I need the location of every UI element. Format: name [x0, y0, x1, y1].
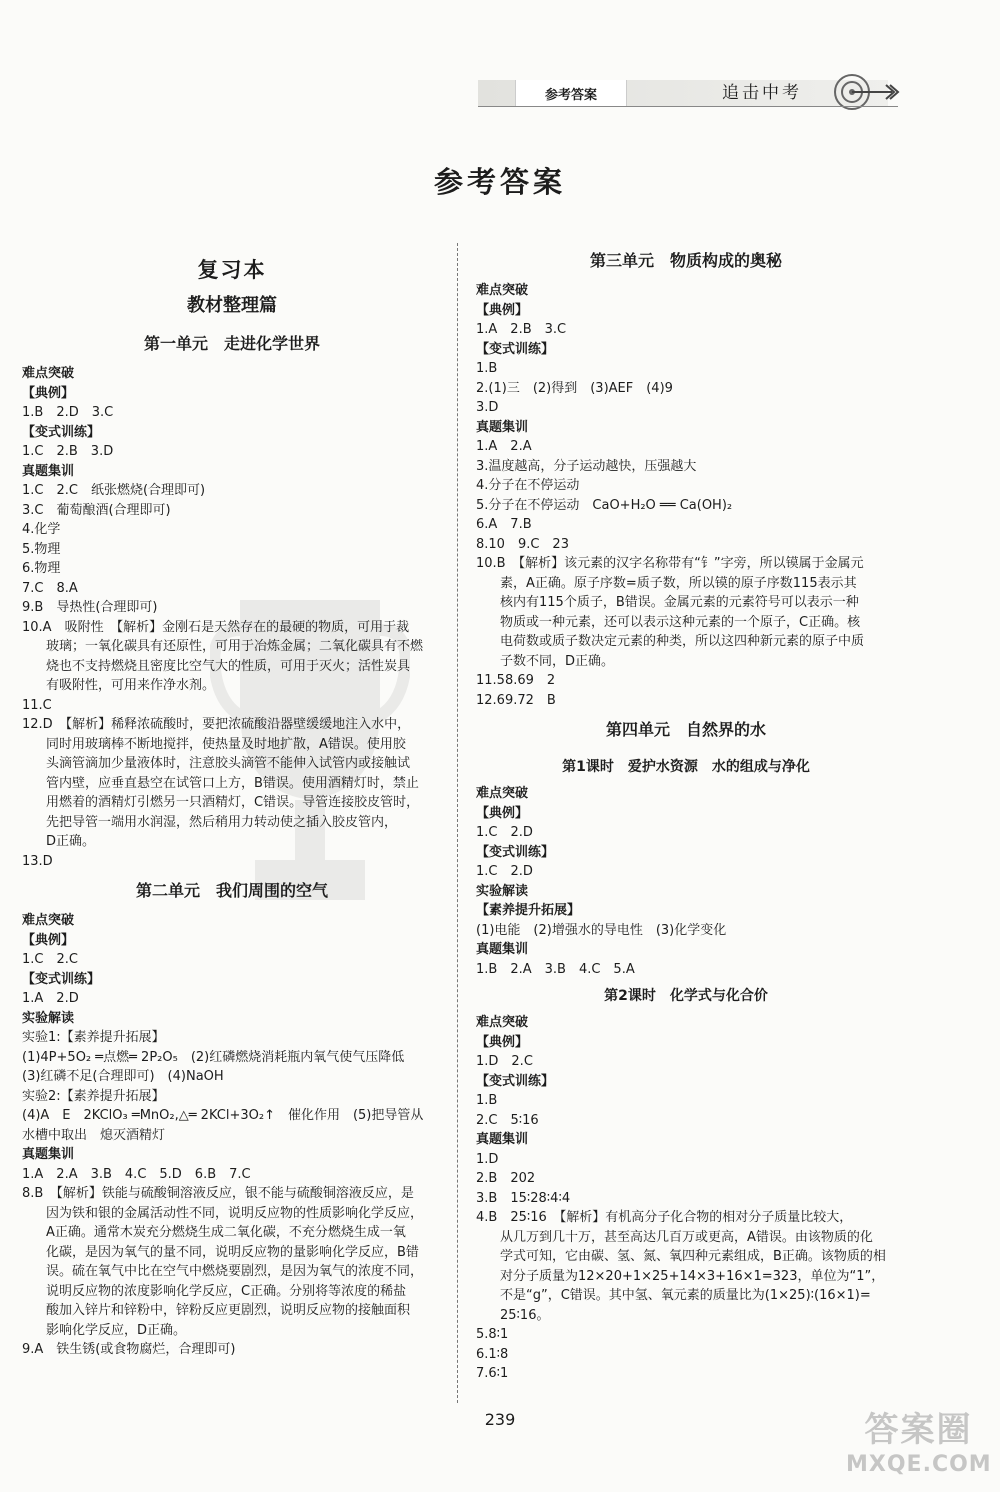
- subsection-label: 难点突破: [22, 913, 75, 928]
- answer-line: 素，A正确。原子序数=质子数，所以镆的原子序数115表示其: [500, 575, 857, 591]
- answer-line: 1.A 2.A 3.B 4.C 5.D 6.B 7.C: [22, 1166, 251, 1182]
- answer-line: 电荷数或质子数决定元素的种类，所以这四种新元素的原子中质: [500, 634, 865, 649]
- answer-line: 9.B 导热性(合理即可): [22, 600, 158, 615]
- subsection-label: 【变式训练】: [476, 1073, 555, 1089]
- answer-line: 11.C: [22, 697, 52, 713]
- left-answer-column: [22, 252, 442, 1360]
- header-rule: [478, 106, 898, 107]
- subsection-label: 真题集训: [22, 463, 75, 479]
- answer-line: 1.A 2.D: [22, 991, 79, 1006]
- answer-line: 化碳，是因为氧气的量不同，说明反应物的量影响化学反应，B错: [46, 1244, 419, 1260]
- answer-line: D正确。: [46, 834, 96, 849]
- answer-line: 1.B 2.A 3.B 4.C 5.A: [476, 961, 635, 977]
- section-heading: 第二单元 我们周围的空气: [135, 881, 328, 900]
- answer-line: 5.物理: [22, 541, 61, 557]
- answer-line: 因为铁和银的金属活动性不同，说明反应物的性质影响化学反应，: [46, 1205, 424, 1221]
- answer-line: 管内壁，应垂直悬空在试管口上方，B错误。使用酒精灯时，禁止: [46, 775, 419, 791]
- answer-line: 子数不同，D正确。: [500, 653, 615, 669]
- answer-line: 1.B 2.D 3.C: [22, 405, 114, 420]
- answer-line: 9.A 铁生锈(或食物腐烂，合理即可): [22, 1342, 236, 1357]
- subsection-label: 【典例】: [476, 302, 529, 318]
- answer-line: 25∶16。: [500, 1307, 550, 1323]
- answer-line: 6.物理: [22, 561, 61, 576]
- answer-line: (3)红磷不足(合理即可) (4)NaOH: [22, 1069, 224, 1084]
- answer-line: 烧也不支持燃烧且密度比空气大的性质，可用于灭火；活性炭具: [46, 658, 411, 674]
- subsection-label: 【典例】: [476, 1034, 529, 1050]
- right-answer-column: [476, 241, 896, 1384]
- header-series-title: 追击中考: [722, 83, 802, 103]
- subsection-label: 难点突破: [476, 1015, 529, 1030]
- subsection-label: 【变式训练】: [476, 844, 555, 860]
- subsection-label: 难点突破: [22, 366, 75, 381]
- answer-line: 1.C 2.D: [476, 825, 533, 840]
- answer-line: 4.分子在不停运动: [476, 478, 580, 493]
- answer-line: 玻璃；一氧化碳具有还原性，可用于冶炼金属；二氧化碳具有不燃: [46, 639, 424, 654]
- section-heading: 第一单元 走进化学世界: [143, 334, 320, 353]
- answer-line: 1.C 2.D: [476, 864, 533, 879]
- section-heading: 教材整理篇: [187, 295, 277, 316]
- answer-line: 先把导管一端用水润湿，然后稍用力转动使之插入胶皮管内，: [46, 814, 398, 830]
- answer-line: 12.D 【解析】稀释浓硫酸时，要把浓硫酸沿器壁缓缓地注入水中，: [22, 717, 411, 732]
- subsection-label: 【典例】: [22, 385, 75, 401]
- answer-line: 水槽中取出 熄灭酒精灯: [22, 1127, 166, 1143]
- subsection-label: 真题集训: [476, 942, 529, 957]
- answer-line: 影响化学反应，D正确。: [46, 1322, 187, 1338]
- subsection-label: 真题集训: [22, 1147, 75, 1162]
- answer-line: 1.D 2.C: [476, 1054, 533, 1069]
- section-heading: 第三单元 物质构成的奥秘: [589, 251, 782, 270]
- answer-line: 实验2:【素养提升拓展】: [22, 1088, 165, 1104]
- answer-line: 5.8∶1: [476, 1327, 509, 1342]
- answer-line: 4.化学: [22, 522, 61, 537]
- answer-line: 头滴管滴加少量液体时，注意胶头滴管不能伸入试管内或接触试: [46, 756, 411, 771]
- watermark-line1: 答案圈: [864, 1410, 973, 1450]
- column-divider: [457, 243, 458, 1403]
- subsection-label: 难点突破: [476, 283, 529, 298]
- answer-line: 10.A 吸附性 【解析】金刚石是天然存在的最硬的物质，可用于裁: [22, 619, 410, 635]
- watermark-stamp: [846, 1408, 991, 1483]
- section-heading: 复习本: [197, 258, 267, 282]
- answer-line: 1.C 2.B 3.D: [22, 444, 114, 459]
- subsection-label: 实验解读: [22, 1010, 75, 1026]
- answer-line: A正确。通常木炭充分燃烧生成二氧化碳，不充分燃烧生成一氧: [46, 1225, 406, 1240]
- answer-line: 对分子质量为12×20+1×25+14×3+16×1=323，单位为“1”，: [500, 1268, 885, 1284]
- answer-line: 2.C 5∶16: [476, 1112, 539, 1128]
- answer-line: 用燃着的酒精灯引燃另一只酒精灯，C错误。导管连接胶皮管时，: [46, 795, 420, 810]
- answer-line: 3.B 15∶28∶4∶4: [476, 1190, 571, 1206]
- answer-line: 酸加入锌片和锌粉中，锌粉反应更剧烈，说明反应物的接触面积: [46, 1303, 411, 1318]
- answer-line: 11.58.69 2: [476, 673, 556, 688]
- answer-line: 10.B 【解析】该元素的汉字名称带有“钅”字旁，所以镆属于金属元: [476, 556, 864, 571]
- section-heading: 第2课时 化学式与化合价: [604, 988, 768, 1004]
- answer-line: (4)A E 2KClO₃ ═MnO₂,△═ 2KCl+3O₂↑ 催化作用 (5)把导管从: [22, 1108, 424, 1123]
- answer-line: 6.1∶8: [476, 1346, 509, 1362]
- subsection-label: 【变式训练】: [22, 971, 101, 987]
- answer-line: 实验1:【素养提升拓展】: [22, 1030, 165, 1045]
- answer-line: 1.D: [476, 1151, 499, 1167]
- subsection-label: 难点突破: [476, 786, 529, 801]
- answer-line: 7.6∶1: [476, 1366, 509, 1381]
- answer-line: 1.A 2.A: [476, 439, 532, 454]
- subsection-label: 实验解读: [476, 883, 529, 899]
- answer-line: 1.B: [476, 361, 498, 376]
- page-number: 239: [484, 1410, 516, 1429]
- answer-line: 12.69.72 B: [476, 692, 556, 708]
- answer-line: 物质或一种元素，还可以表示这种元素的一个原子，C正确。核: [500, 614, 861, 630]
- subsection-label: 真题集训: [476, 419, 529, 435]
- answer-line: 1.C 2.C: [22, 952, 78, 967]
- answer-line: 误。硫在氧气中比在空气中燃烧要剧烈，是因为氧气的浓度不同，: [46, 1264, 424, 1279]
- answer-line: 2.B 202: [476, 1171, 536, 1186]
- answer-line: 1.A 2.B 3.C: [476, 322, 567, 337]
- answer-line: 4.B 25∶16 【解析】有机高分子化合物的相对分子质量比较大，: [476, 1210, 853, 1225]
- subsection-label: 【变式训练】: [22, 424, 101, 440]
- subsection-label: 【典例】: [476, 805, 529, 821]
- answer-line: 从几万到几十万，甚至高达几百万或更高，A错误。由该物质的化: [500, 1229, 873, 1245]
- answer-line: (1)4P+5O₂ ═点燃═ 2P₂O₅ (2)红磷燃烧消耗瓶内氧气使气压降低: [22, 1049, 405, 1065]
- subsection-label: 【典例】: [22, 932, 75, 948]
- header-tag: 参考答案: [515, 80, 627, 106]
- answer-line: 核内有115个质子，B错误。金属元素的元素符号可以表示一种: [500, 595, 859, 610]
- answer-line: 学式可知，它由碳、氢、氮、氧四种元素组成，B正确。该物质的相: [500, 1249, 886, 1264]
- answer-line: 有吸附性，可用来作净水剂。: [46, 678, 216, 693]
- answer-line: 同时用玻璃棒不断地搅拌，使热量及时地扩散，A错误。使用胶: [46, 736, 406, 752]
- answer-line: 8.B 【解析】铁能与硫酸铜溶液反应，银不能与硫酸铜溶液反应，是: [22, 1186, 414, 1201]
- answer-line: 2.(1)三 (2)得到 (3)AEF (4)9: [476, 380, 673, 396]
- answer-line: (1)电能 (2)增强水的导电性 (3)化学变化: [476, 922, 727, 938]
- section-heading: 第四单元 自然界的水: [605, 720, 766, 739]
- page-title: 参考答案: [433, 165, 566, 199]
- answer-line: 13.D: [22, 853, 53, 869]
- answer-line: 3.D: [476, 400, 499, 415]
- section-heading: 第1课时 爱护水资源 水的组成与净化: [562, 759, 810, 775]
- subsection-label: 真题集训: [476, 1132, 529, 1147]
- watermark-line2: MXQE.COM: [846, 1452, 992, 1477]
- answer-line: 不是“g”，C错误。其中氢、氧元素的质量比为(1×25)∶(16×1)=: [500, 1288, 871, 1303]
- answer-line: 5.分子在不停运动 CaO+H₂O ══ Ca(OH)₂: [476, 497, 733, 513]
- subsection-label: 【素养提升拓展】: [476, 903, 581, 918]
- subsection-label: 【变式训练】: [476, 341, 555, 357]
- answer-line: 1.B: [476, 1093, 498, 1108]
- answer-line: 8.10 9.C 23: [476, 536, 569, 552]
- answer-line: 7.C 8.A: [22, 580, 78, 596]
- answer-line: 3.温度越高，分子运动越快，压强越大: [476, 458, 697, 474]
- target-arrow-icon: [830, 70, 900, 114]
- answer-line: 1.C 2.C 纸张燃烧(合理即可): [22, 483, 206, 498]
- answer-line: 3.C 葡萄酿酒(合理即可): [22, 502, 171, 518]
- answer-line: 6.A 7.B: [476, 517, 532, 532]
- answer-line: 说明反应物的浓度影响化学反应，C正确。分别将等浓度的稀盐: [46, 1283, 407, 1299]
